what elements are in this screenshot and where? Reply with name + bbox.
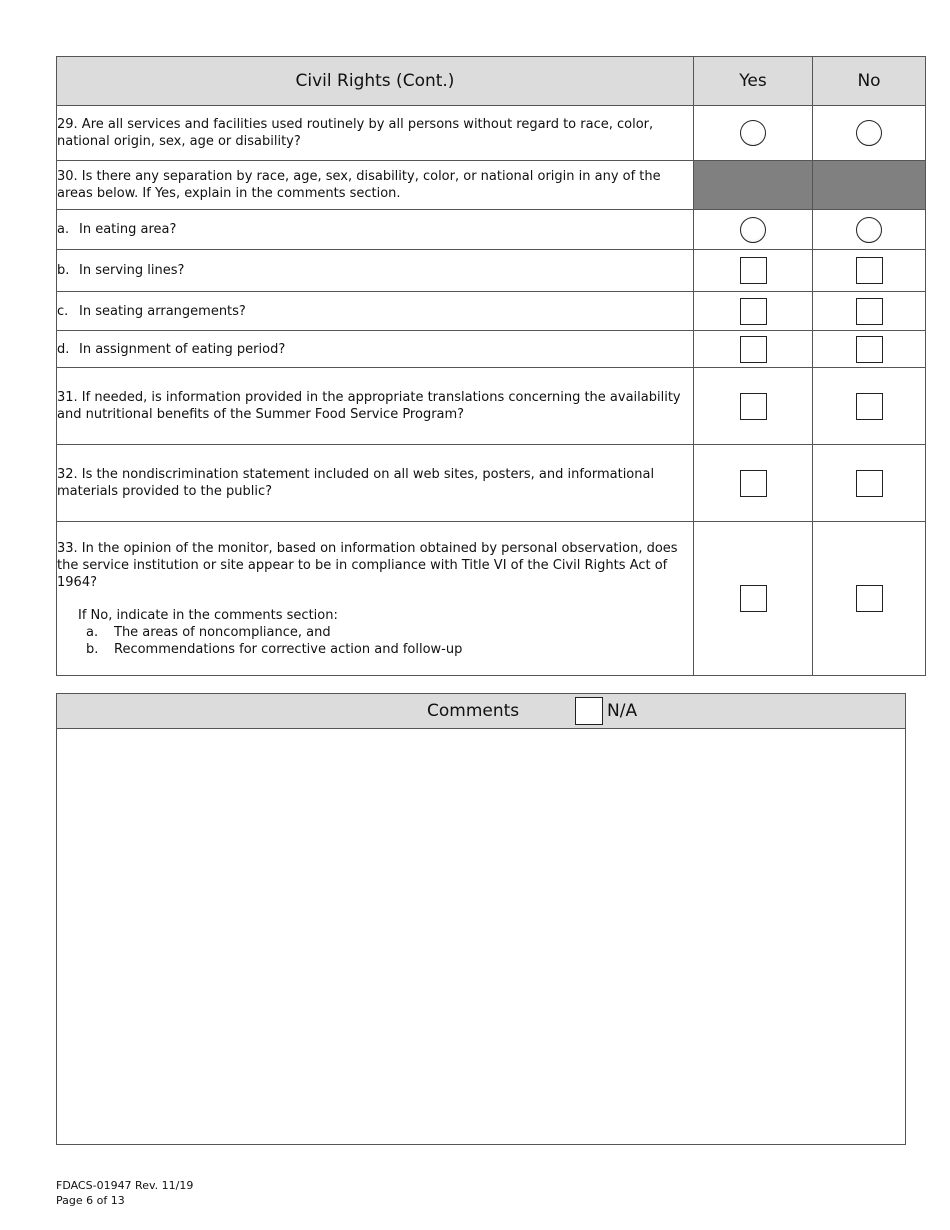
- question-row-29: [57, 106, 926, 161]
- form-id: FDACS-01947 Rev. 11/19: [56, 1179, 194, 1192]
- yes-column-header: Yes: [694, 57, 813, 106]
- question-30b-text: In serving lines?: [79, 263, 185, 278]
- q31-no-checkbox[interactable]: [856, 393, 883, 420]
- question-30a-text: In eating area?: [79, 222, 177, 237]
- question-row-30c: [57, 292, 926, 331]
- q29-yes-radio[interactable]: [740, 120, 766, 146]
- question-30-text: 30. Is there any separation by race, age, sex, disability, color, or national origin in any of the areas below. If Yes, explain in the comments section.: [57, 161, 694, 210]
- q29-no-radio[interactable]: [856, 120, 882, 146]
- comments-text-area[interactable]: [57, 729, 905, 1145]
- page-number: Page 6 of 13: [56, 1194, 125, 1207]
- question-30c: [57, 292, 694, 331]
- question-30a-label: a.: [57, 222, 70, 237]
- question-30c-text: In seating arrangements?: [79, 303, 246, 319]
- q32-no-checkbox[interactable]: [856, 470, 883, 497]
- q30a-no-radio[interactable]: [856, 217, 882, 243]
- question-33-note: If No, indicate in the comments section:: [78, 607, 338, 623]
- q30a-yes-radio[interactable]: [740, 217, 766, 243]
- section-title: Civil Rights (Cont.): [57, 57, 694, 106]
- question-32-text: 32. Is the nondiscrimination statement included on all web sites, posters, and informational materials provided to the public?: [57, 445, 694, 522]
- question-30c-label: c.: [57, 303, 69, 319]
- comments-title: Comments: [427, 701, 520, 721]
- question-31-text: 31. If needed, is information provided in the appropriate translations concerning the availability and nutritional benefits of the Summer Food Service Program?: [57, 368, 694, 445]
- comments-header: [57, 694, 905, 729]
- q31-yes-checkbox[interactable]: [740, 393, 767, 420]
- q30-no-shaded-cell: [813, 161, 926, 210]
- question-33-item-b: [78, 641, 693, 658]
- q30c-yes-checkbox[interactable]: [740, 298, 767, 325]
- question-row-30: [57, 161, 926, 210]
- no-column-header: No: [813, 57, 926, 106]
- question-30d-label: d.: [57, 341, 70, 357]
- question-30d: [57, 331, 694, 368]
- question-33-item-a-text: The areas of noncompliance, and: [114, 624, 331, 640]
- question-row-30b: [57, 250, 926, 292]
- comments-na-checkbox[interactable]: [575, 697, 603, 725]
- question-row-33: [57, 522, 926, 676]
- question-33-item-b-text: Recommendations for corrective action and follow-up: [114, 641, 463, 657]
- q30b-yes-checkbox[interactable]: [740, 257, 767, 284]
- question-30b: [57, 250, 694, 292]
- civil-rights-table: [56, 56, 926, 676]
- question-33-text: 33. In the opinion of the monitor, based on information obtained by personal observation, does the service institution or site appear to be in compliance with Title VI of the Civil Rights Act of 1964?: [57, 540, 678, 590]
- q33-no-checkbox[interactable]: [856, 585, 883, 612]
- question-30d-text: In assignment of eating period?: [79, 341, 286, 357]
- q30-yes-shaded-cell: [694, 161, 813, 210]
- question-row-30d: [57, 331, 926, 368]
- question-row-30a: [57, 210, 926, 250]
- table-header-row: [57, 57, 926, 106]
- q30c-no-checkbox[interactable]: [856, 298, 883, 325]
- q30b-no-checkbox[interactable]: [856, 257, 883, 284]
- q30d-yes-checkbox[interactable]: [740, 336, 767, 363]
- question-row-32: [57, 445, 926, 522]
- question-29-text: 29. Are all services and facilities used routinely by all persons without regard to race, color, national origin, sex, age or disability?: [57, 106, 694, 161]
- question-30a: [57, 210, 694, 250]
- question-row-31: [57, 368, 926, 445]
- question-33: [57, 522, 694, 676]
- question-30b-label: b.: [57, 263, 70, 278]
- q30d-no-checkbox[interactable]: [856, 336, 883, 363]
- q33-yes-checkbox[interactable]: [740, 585, 767, 612]
- question-33-item-a: [78, 624, 693, 641]
- question-33-item-b-label: b.: [86, 641, 99, 657]
- question-33-note-block: [57, 607, 693, 658]
- comments-na-label: N/A: [607, 701, 638, 721]
- comments-section: [56, 693, 906, 1145]
- page-footer: [56, 1178, 193, 1208]
- question-33-item-a-label: a.: [86, 624, 99, 640]
- q32-yes-checkbox[interactable]: [740, 470, 767, 497]
